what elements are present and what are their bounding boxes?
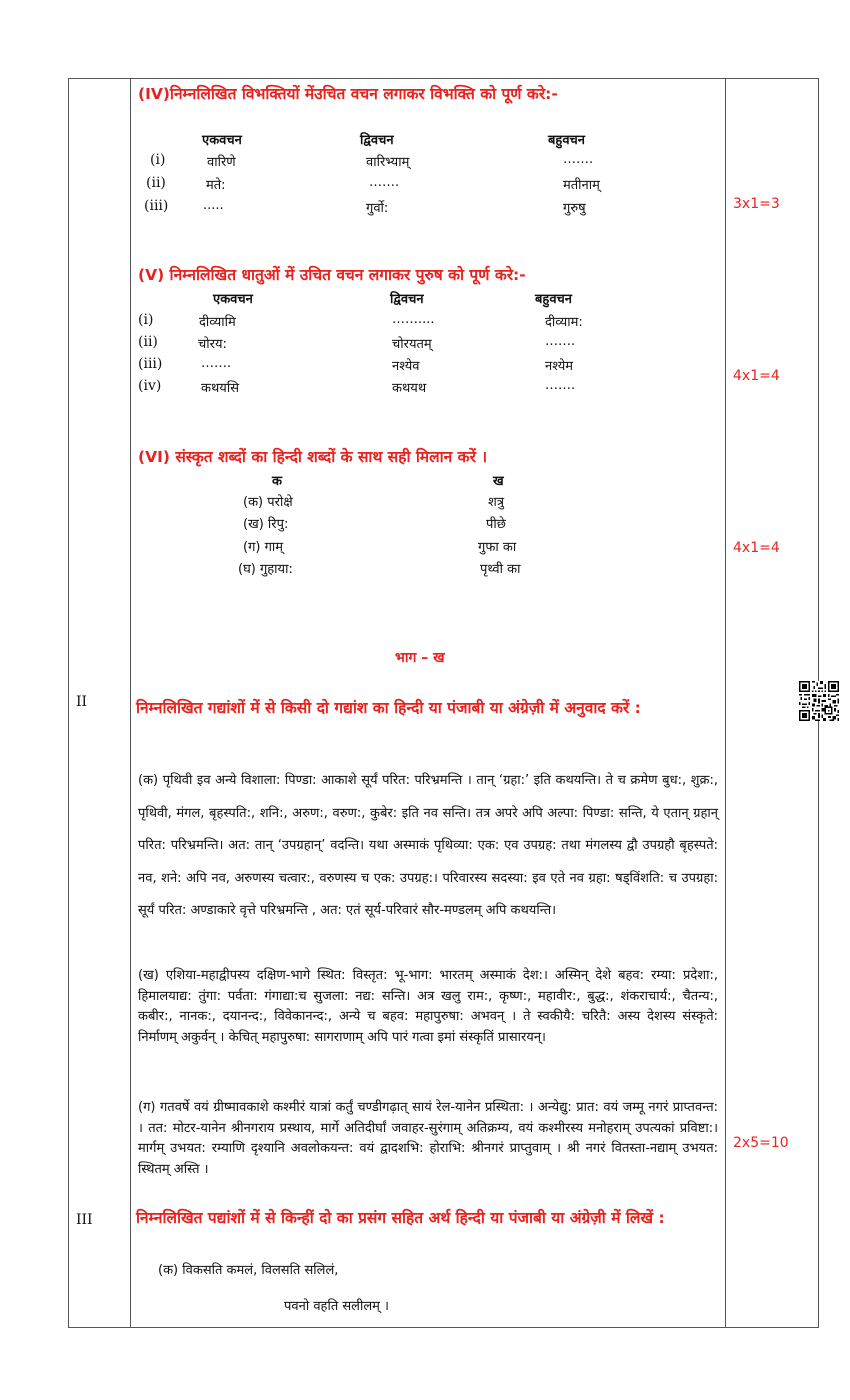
question-2-title: निम्नलिखित गद्यांशों में से किसी दो गद्यांश का हिन्दी या पंजाबी या अंग्रेज़ी में अनुवाद करें :	[136, 699, 641, 717]
table-cell: गुरुषु	[563, 201, 586, 216]
marks-label: 2x5=10	[733, 1135, 789, 1151]
column-divider	[725, 79, 726, 1327]
column-header-ka: क	[272, 474, 282, 489]
table-cell: …….	[545, 378, 576, 393]
row-number: (ii)	[138, 334, 158, 350]
marks-label: 4x1=4	[733, 368, 780, 384]
table-cell: दीव्याम:	[545, 315, 583, 330]
table-cell: .....	[203, 198, 224, 213]
row-number: (i)	[138, 312, 154, 328]
header-singular: एकवचन	[202, 133, 242, 148]
table-cell: …….	[201, 356, 232, 371]
table-cell: वारिणे	[207, 155, 236, 170]
question-number-2: II	[76, 694, 88, 710]
marks-label: 4x1=4	[733, 540, 780, 556]
question-number-3: III	[76, 1212, 93, 1228]
section-6-title: (VI) संस्कृत शब्दों का हिन्दी शब्दों के साथ सही मिलान करें ।	[138, 448, 488, 466]
verse-line: (क) विकसति कमलं, विलसति सलिलं,	[158, 1263, 339, 1278]
row-number: (iii)	[144, 198, 169, 214]
marks-label: 3x1=3	[733, 196, 780, 212]
part-b-heading: भाग – ख	[395, 650, 445, 666]
qr-code-icon	[799, 681, 839, 721]
table-cell: नश्येम	[545, 359, 574, 374]
header-dual: द्विवचन	[390, 292, 424, 307]
passage-ga: (ग) गतवर्षे वयं ग्रीष्मावकाशे कश्मीरं यात्रां कर्तुं चण्डीगढ़ात् सायं रेल-यानेन प्रस्थिता: । अन्येद्यु: प्रात: वयं जम्मू नगरं प्राप्तवन्त: । तत: मोटर-यानेन श्रीनगराय प्रस्थाय, मार्गे अतिदीर्घां जवाहर-सुरंगाम् अतिक्रम्य, वयं कश्मीरस्य मनोहराम् उपत्यकां प्रविष्टा:। मार्गम् उभयत: रम्याणि दृश्यानि अवलोकयन्त: वयं द्वादशभि: होराभि: श्रीनगरं प्राप्तुवाम् । श्री नगरं वितस्ता-नद्याम् उभयत: स्थितम् अस्ति ।	[138, 1100, 718, 1177]
table-cell: …….	[563, 152, 594, 167]
table-cell: …….	[369, 175, 400, 190]
match-item: पीछे	[486, 517, 506, 532]
table-cell: चोरयतम्	[392, 337, 432, 352]
passage-ka: (क) पृथिवी इव अन्ये विशाला: पिण्डा: आकाशे सूर्यं परित: परिभ्रमन्ति । तान् ‘ग्रहा:’ इति कथयन्ति। ते च क्रमेण बुध:, शुक्र:, पृथिवी, मंगल, बृहस्पति:, शनि:, अरुण:, वरुण:, कुबेर: इति नव सन्ति। तत्र अपरे अपि अल्पा: पिण्डा: सन्ति, ये एतान् ग्रहान् परित: परिभ्रमन्ति। अत: तान् ‘उपग्रहान्’ वदन्ति। यथा अस्माकं पृथिव्या: एक: एव उपग्रह: तथा मंगलस्य द्वौ उपग्रहौ बृहस्पते: नव, शने: अपि नव, अरुणस्य चत्वार:, वरुणस्य च एक: उपग्रह:। परिवारस्य सदस्या: इव एते नव ग्रहा: षड्विंशति: च उपग्रहा: सूर्यं परित: अण्डाकारे वृत्ते परिभ्रमन्ति , अत: एतं सूर्य-परिवारं सौर-मण्डलम् अपि कथयन्ति।	[138, 773, 718, 918]
section-5-title: (V) निम्नलिखित धातुओं में उचित वचन लगाकर पुरुष को पूर्ण करे:-	[138, 266, 526, 284]
header-plural: बहुवचन	[548, 133, 586, 148]
header-singular: एकवचन	[213, 292, 253, 307]
match-item: (क) परोक्षे	[243, 495, 293, 510]
row-number: (iii)	[138, 356, 163, 372]
match-item: (ख) रिपु:	[243, 517, 289, 532]
header-plural: बहुवचन	[535, 292, 573, 307]
table-cell: वारिभ्याम्	[366, 155, 410, 170]
table-cell: कथयसि	[201, 381, 239, 396]
match-item: (घ) गुहाया:	[238, 562, 293, 577]
table-cell: कथयथ	[392, 381, 427, 396]
table-cell: मतीनाम्	[563, 178, 600, 193]
question-3-title: निम्नलिखित पद्यांशों में से किन्हीं दो का प्रसंग सहित अर्थ हिन्दी या पंजाबी या अंग्रेज़ी में लिखें :	[136, 1209, 665, 1227]
table-cell: गुर्वो:	[366, 201, 389, 216]
verse-line: पवनो वहति सलीलम् ।	[284, 1299, 389, 1314]
table-cell: चोरय:	[198, 337, 227, 352]
match-item: गुफा का	[478, 540, 517, 555]
match-item: शत्रु	[488, 495, 505, 510]
table-cell: ……....	[392, 312, 435, 327]
row-number: (i)	[150, 152, 166, 168]
row-number: (ii)	[146, 175, 166, 191]
section-4-title: (IV)निम्नलिखित विभक्तियों मेंउचित वचन लगाकर विभक्ति को पूर्ण करे:-	[138, 85, 558, 103]
match-item: (ग) गाम्	[243, 540, 284, 555]
row-number: (iv)	[138, 378, 162, 394]
table-cell: दीव्यामि	[199, 315, 236, 330]
column-header-kha: ख	[493, 474, 504, 489]
column-divider	[130, 79, 131, 1327]
table-cell: …….	[545, 334, 576, 349]
table-cell: मते:	[206, 178, 226, 193]
match-item: पृथ्वी का	[480, 562, 521, 577]
passage-kha: (ख) एशिया-महाद्वीपस्य दक्षिण-भागे स्थित: विस्तृत: भू-भाग: भारतम् अस्माकं देश:। अस्मिन् देशे बहव: रम्या: प्रदेशा:, हिमालयाद्य: तुंगा: पर्वता: गंगाद्या:च सुजला: नद्य: सन्ति। अत्र खलु राम:, कृष्ण:, महावीर:, बुद्ध:, शंकराचार्य:, चैतन्य:, कबीर:, नानक:, दयानन्द:, विवेकानन्द:, अन्ये च बहव: महापुरुषा: अभवन् । ते स्वकीयै: चरितै: अस्य देशस्य संस्कृते: निर्माणम् अकुर्वन् । केचित् महापुरुषा: सागराणाम् अपि पारं गत्वा इमां संस्कृतिं प्रासारयन्।	[138, 968, 718, 1045]
table-cell: नश्येव	[392, 359, 420, 374]
header-dual: द्विवचन	[360, 133, 394, 148]
